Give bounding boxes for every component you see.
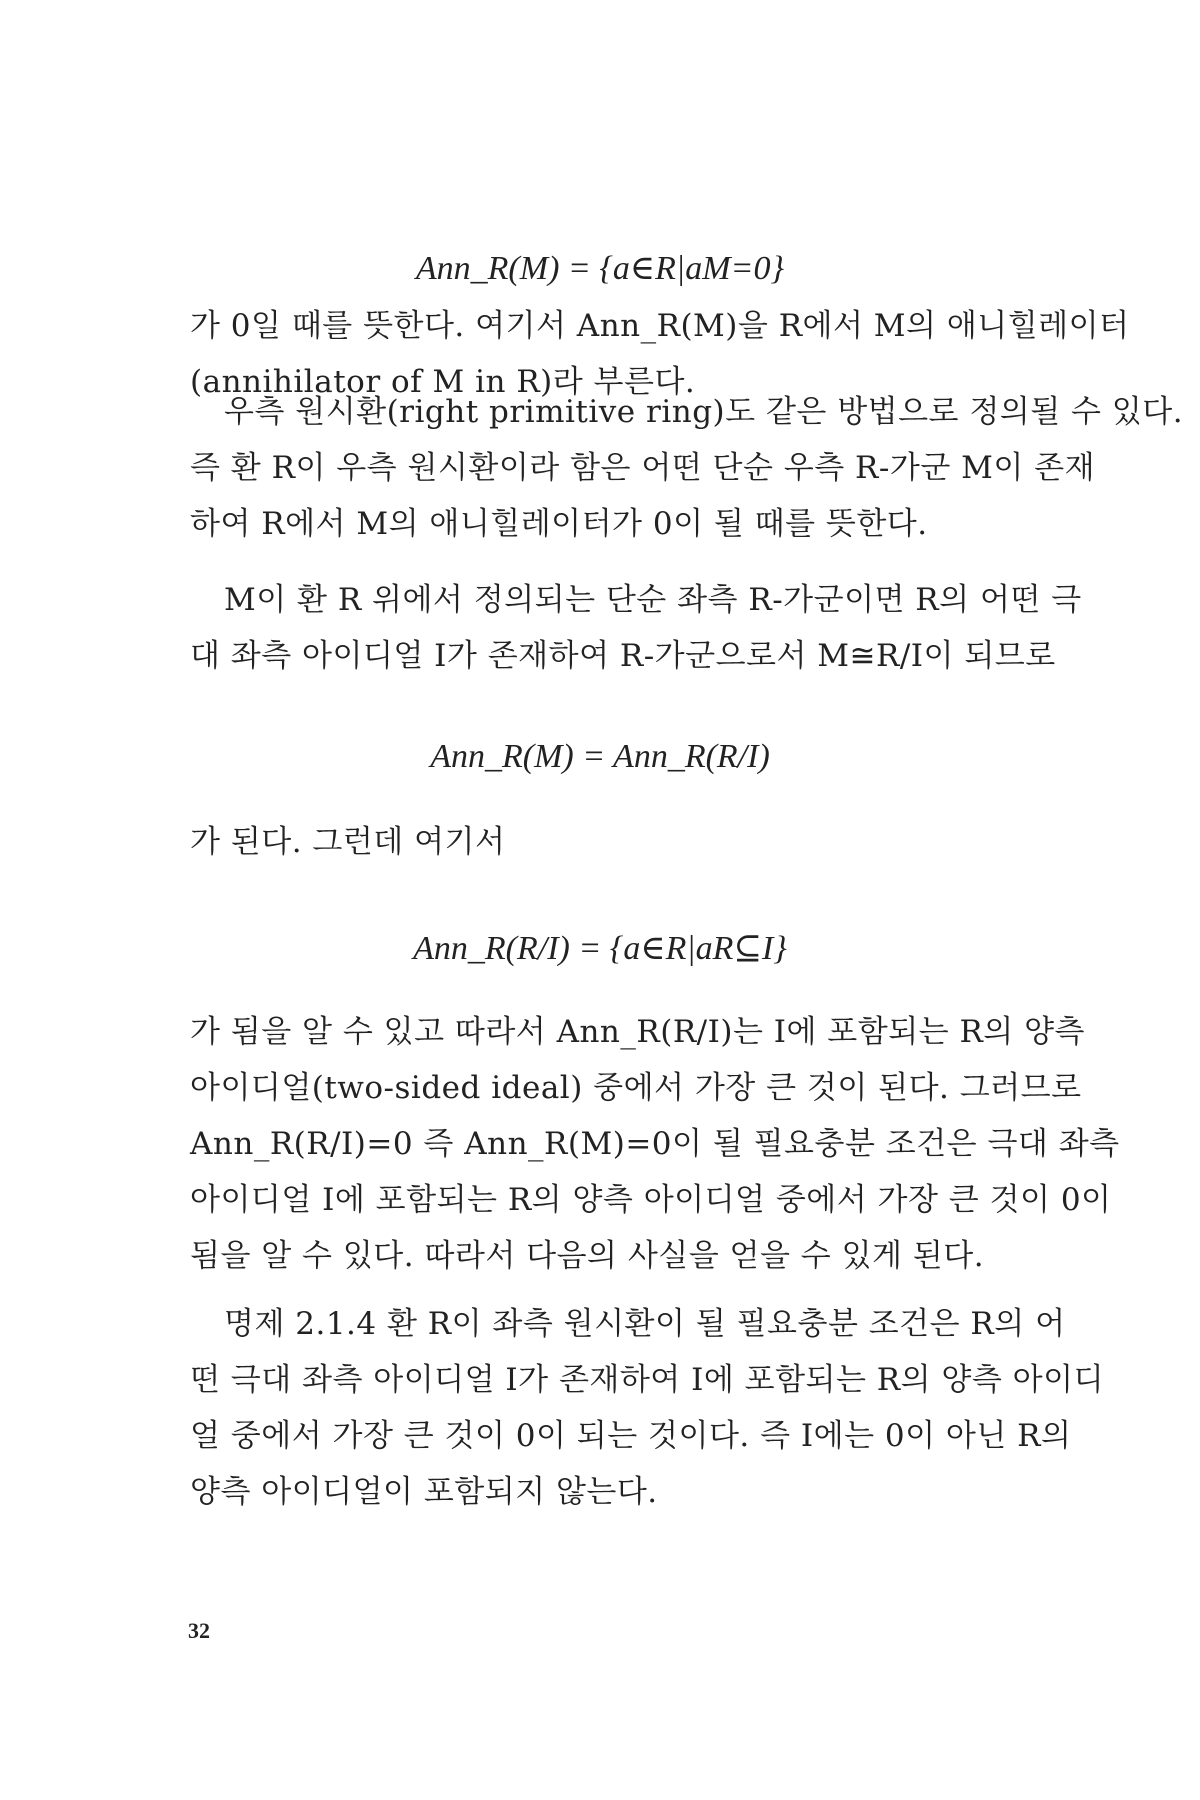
paragraph-two-sided-ideal	[190, 1004, 1120, 1284]
text-line: 대 좌측 아이디얼 I가 존재하여 R-가군으로서 M≅R/I이 되므로	[190, 638, 1056, 674]
text-line: M이 환 R 위에서 정의되는 단순 좌측 R-가군이면 R의 어떤 극	[224, 582, 1082, 618]
text-line: 하여 R에서 M의 애니힐레이터가 0이 될 때를 뜻한다.	[190, 506, 928, 542]
text-line: 우측 원시환(right primitive ring)도 같은 방법으로 정의될 수 있다.	[224, 394, 1184, 430]
text-line: 떤 극대 좌측 아이디얼 I가 존재하여 I에 포함되는 R의 양측 아이디	[190, 1362, 1105, 1398]
text-line: 가 된다. 그런데 여기서	[190, 824, 506, 860]
text-line: 양측 아이디얼이 포함되지 않는다.	[190, 1474, 658, 1510]
proposition-2-1-4	[190, 1296, 1105, 1520]
formula-annihilator-definition: Ann_R(M) = {a∈R|aM=0}	[415, 250, 785, 287]
page-number: 32	[188, 1618, 210, 1643]
text-line: 아이디얼(two-sided ideal) 중에서 가장 큰 것이 된다. 그러므로	[190, 1070, 1082, 1106]
text-line: Ann_R(R/I)=0 즉 Ann_R(M)=0이 될 필요충분 조건은 극대 좌측	[190, 1126, 1120, 1162]
paragraph-simple-module	[190, 572, 1082, 684]
paragraph-right-primitive	[190, 384, 1184, 552]
text-line: 명제 2.1.4 환 R이 좌측 원시환이 될 필요충분 조건은 R의 어	[224, 1306, 1066, 1342]
formula-annihilator-quotient: Ann_R(R/I) = {a∈R|aR⊆I}	[413, 930, 787, 967]
text-line: (annihilator of M in R)라 부른다.	[190, 364, 696, 400]
formula-annihilator-equality: Ann_R(M) = Ann_R(R/I)	[430, 738, 770, 775]
paragraph-transition	[190, 814, 1040, 870]
text-line: 됨을 알 수 있다. 따라서 다음의 사실을 얻을 수 있게 된다.	[190, 1238, 985, 1274]
text-line: 얼 중에서 가장 큰 것이 0이 되는 것이다. 즉 I에는 0이 아닌 R의	[190, 1418, 1072, 1454]
text-line: 아이디얼 I에 포함되는 R의 양측 아이디얼 중에서 가장 큰 것이 0이	[190, 1182, 1112, 1218]
text-line: 즉 환 R이 우측 원시환이라 함은 어떤 단순 우측 R-가군 M이 존재	[190, 450, 1096, 486]
text-line: 가 0일 때를 뜻한다. 여기서 Ann_R(M)을 R에서 M의 애니힐레이터	[190, 308, 1130, 344]
text-line: 가 됨을 알 수 있고 따라서 Ann_R(R/I)는 I에 포함되는 R의 양측	[190, 1014, 1085, 1050]
